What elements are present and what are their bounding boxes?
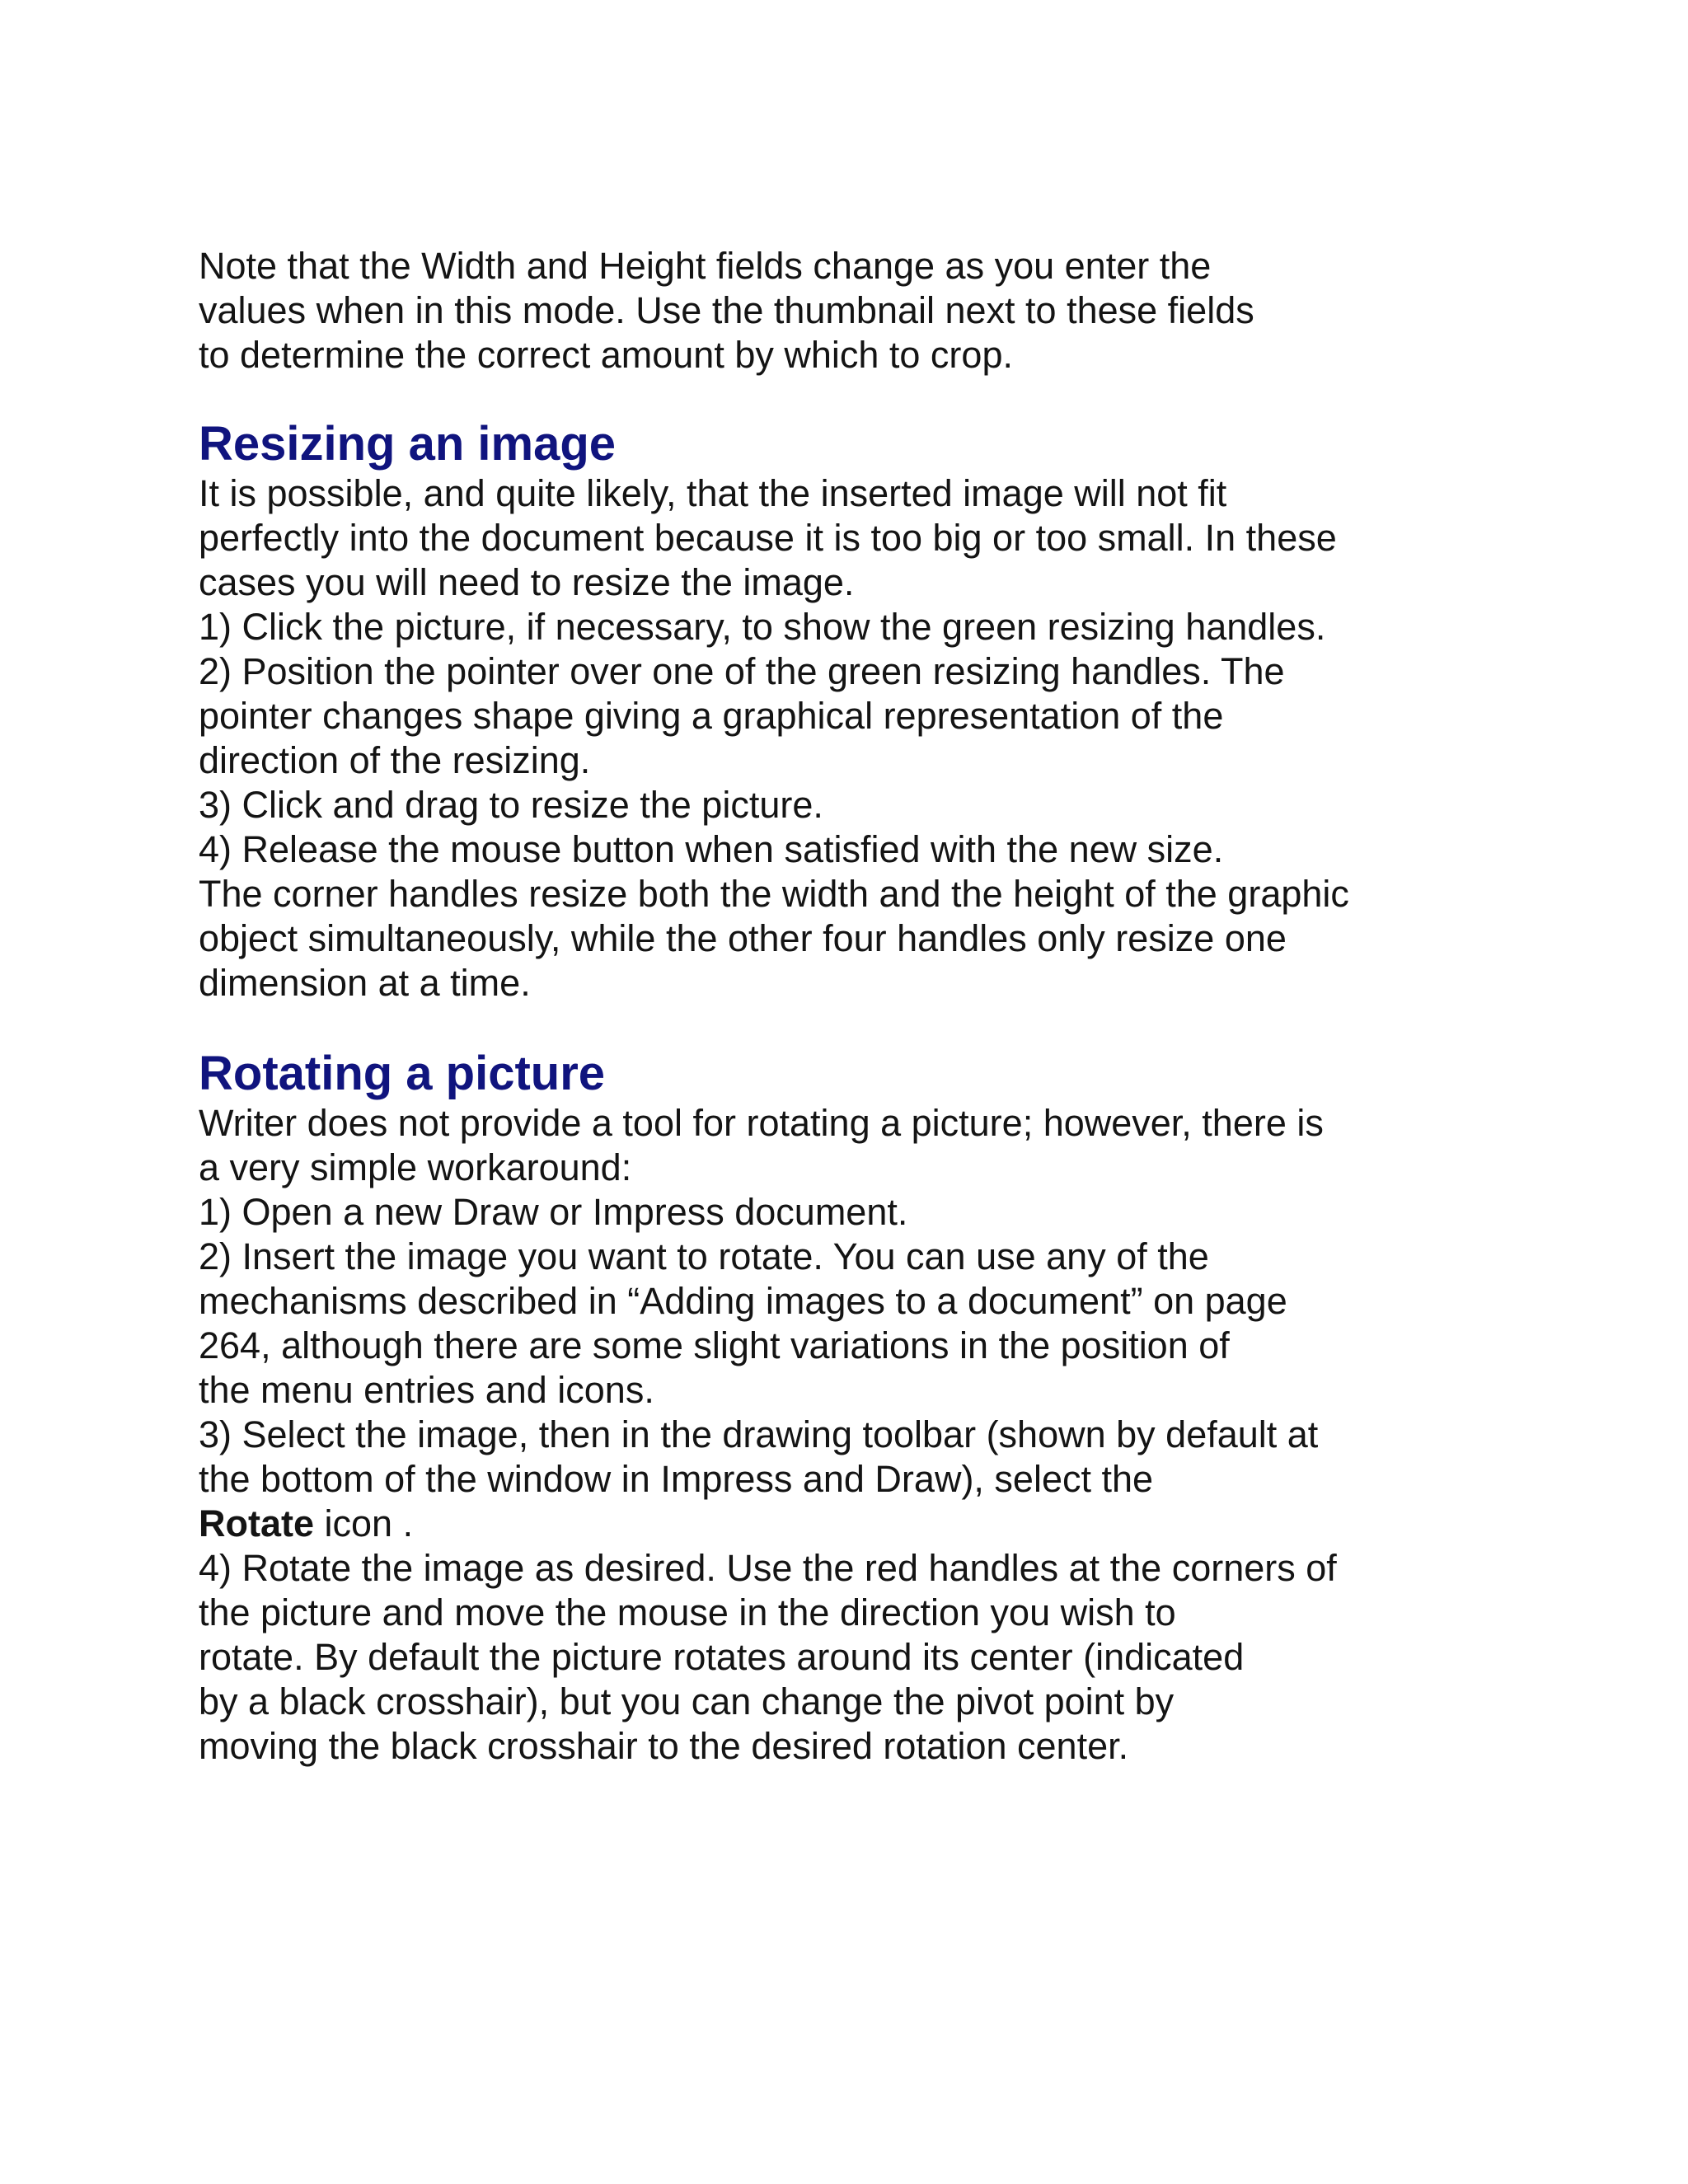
- resizing-line: dimension at a time.: [199, 962, 531, 1004]
- resizing-step-3: 3) Click and drag to resize the picture.: [199, 784, 823, 826]
- resizing-line: pointer changes shape giving a graphical representation of the: [199, 695, 1224, 737]
- rotating-line: the bottom of the window in Impress and Draw), select the: [199, 1458, 1154, 1500]
- section-rotating: [199, 1048, 1484, 1769]
- rotating-line: moving the black crosshair to the desired rotation center.: [199, 1725, 1129, 1767]
- rotating-step-3: 3) Select the image, then in the drawing toolbar (shown by default at: [199, 1413, 1319, 1455]
- rotating-line: the menu entries and icons.: [199, 1369, 654, 1411]
- intro-paragraph: [199, 244, 1484, 377]
- rotate-icon-line: [199, 1502, 1484, 1546]
- heading-rotating: Rotating a picture: [199, 1047, 606, 1100]
- rotate-icon-text: icon .: [314, 1502, 414, 1544]
- intro-line: to determine the correct amount by which to crop.: [199, 334, 1013, 376]
- resizing-line: perfectly into the document because it is too big or too small. In these: [199, 517, 1337, 559]
- rotating-line: a very simple workaround:: [199, 1146, 632, 1188]
- resizing-line: cases you will need to resize the image.: [199, 561, 855, 603]
- rotating-line: Writer does not provide a tool for rotating a picture; however, there is: [199, 1102, 1324, 1144]
- resizing-line: direction of the resizing.: [199, 739, 591, 781]
- rotating-step-2: 2) Insert the image you want to rotate. You can use any of the: [199, 1235, 1209, 1277]
- section-resizing: [199, 419, 1484, 1005]
- resizing-step-4: 4) Release the mouse button when satisfied with the new size.: [199, 828, 1224, 870]
- rotating-line: 264, although there are some slight variations in the position of: [199, 1324, 1230, 1366]
- resizing-step-1: 1) Click the picture, if necessary, to show the green resizing handles.: [199, 606, 1326, 648]
- resizing-step-2: 2) Position the pointer over one of the green resizing handles. The: [199, 650, 1285, 692]
- heading-resizing: Resizing an image: [199, 417, 617, 471]
- resizing-line: The corner handles resize both the width and the height of the graphic: [199, 873, 1349, 915]
- rotate-bold-label: Rotate: [199, 1502, 315, 1544]
- resizing-line: It is possible, and quite likely, that the inserted image will not fit: [199, 472, 1227, 514]
- resizing-line: object simultaneously, while the other four handles only resize one: [199, 917, 1287, 959]
- page-content: [199, 244, 1484, 1769]
- rotating-line: mechanisms described in “Adding images to a document” on page: [199, 1280, 1287, 1322]
- rotating-line: rotate. By default the picture rotates around its center (indicated: [199, 1636, 1245, 1678]
- rotating-line: the picture and move the mouse in the direction you wish to: [199, 1591, 1176, 1633]
- intro-line: values when in this mode. Use the thumbnail next to these fields: [199, 289, 1254, 331]
- intro-line: Note that the Width and Height fields change as you enter the: [199, 245, 1212, 287]
- rotating-line: by a black crosshair), but you can change the pivot point by: [199, 1680, 1175, 1722]
- rotating-step-4: 4) Rotate the image as desired. Use the red handles at the corners of: [199, 1547, 1337, 1589]
- rotating-step-1: 1) Open a new Draw or Impress document.: [199, 1191, 908, 1233]
